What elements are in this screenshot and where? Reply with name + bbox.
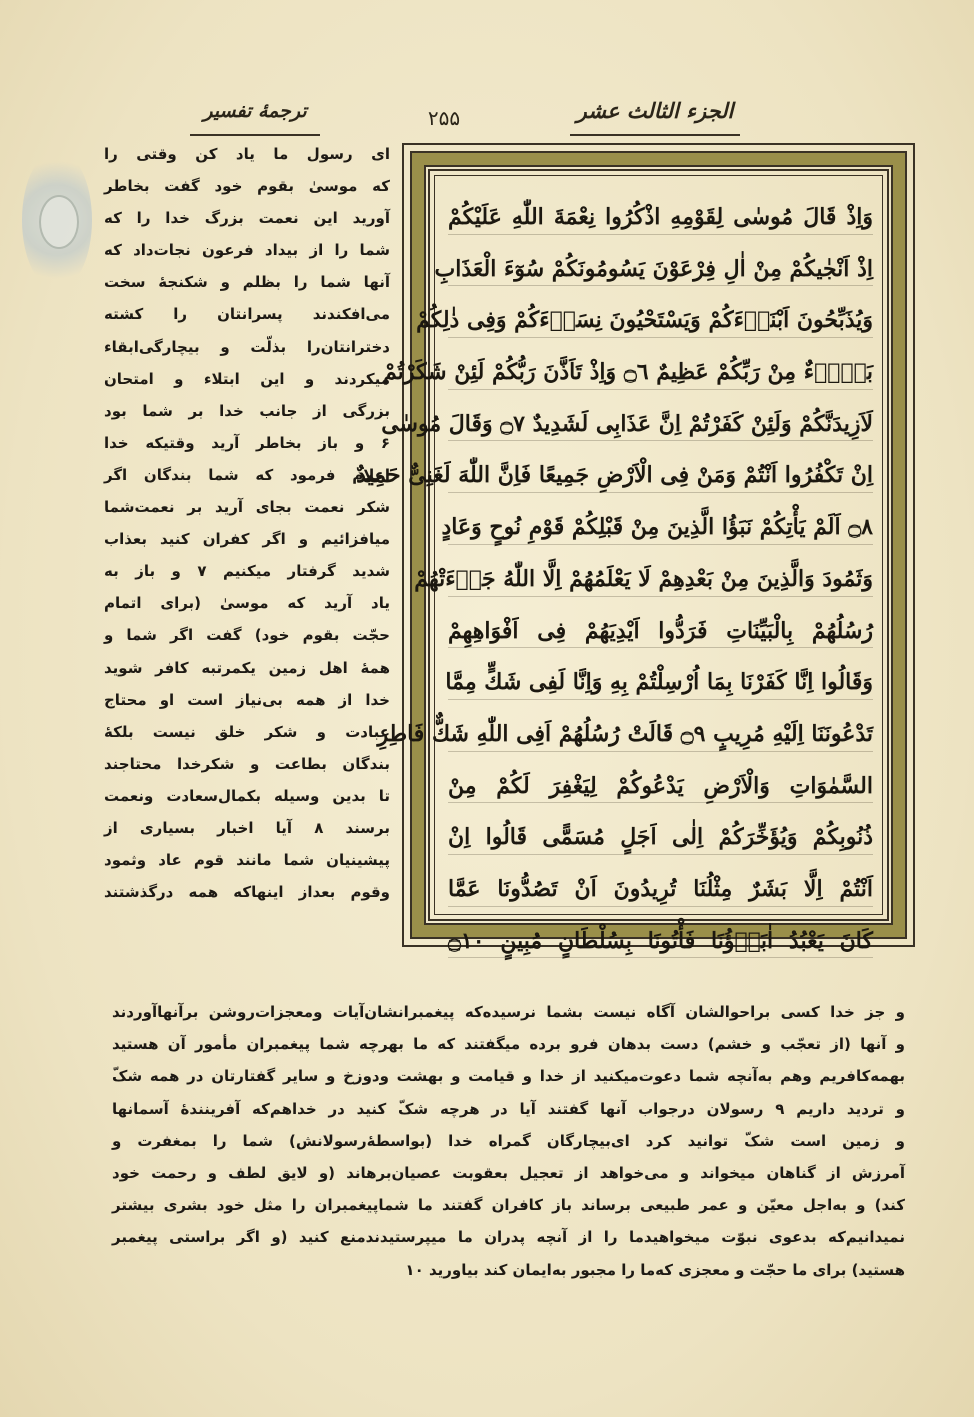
margin-medallion-ornament	[22, 150, 92, 290]
translation-line: بزرگی از جانب خدا بر شما بود	[104, 401, 390, 420]
translation-line: و جز خدا کسی براحوالشان آگاه نیست بشما نرسیده‌که پیغمبرانشان‌آیات ومعجزات‌روشن برآنهاآوردند	[112, 1003, 905, 1021]
translation-line: هستید) برای ما حجّت و معجزی که‌ما را مجبور به‌ایمان کند بیاورید ۱۰	[405, 1260, 905, 1279]
translation-line: شکر نعمت بجای آرید بر نعمت‌شما	[104, 498, 390, 517]
translation-side-column	[104, 138, 390, 908]
translation-line: و آنها (از تعجّب و خشم) دست بدهان فرو برده میگفتند که ما بهرچه شما پیغمبران مأمور آن هستید	[112, 1035, 905, 1054]
quran-line: اِنْ تَكْفُرُوا اَنْتُمْ وَمَنْ فِى الْاَرْضِ جَمِيعًا فَاِنَّ اللّٰهَ لَغَنِىٌّ حَمِيدٌ	[448, 450, 873, 502]
translation-line: کند) و به‌اجل معیّن و عمر طبیعی برساند باز کافران گفتند ما شما‌پیغمبران را مثل خود بشری بیشتر	[112, 1196, 905, 1215]
translation-line: آورید این نعمت بزرگ خدا را که	[104, 209, 390, 228]
quran-text-block	[356, 192, 873, 954]
translation-line: آنها شما را بظلم و شکنجهٔ سخت	[104, 273, 390, 292]
medallion-center	[39, 195, 79, 249]
translation-line: که موسیٰ بقوم خود گفت بخاطر	[104, 177, 390, 196]
quran-line: وَيُذَبِّحُونَ اَبْنَاۤءَكُمْ وَيَسْتَحْيُونَ نِسَاۤءَكُمْ وَفِى ذٰلِكُمْ	[448, 295, 873, 347]
quran-line: وَثَمُودَ وَالَّذِينَ مِنْ بَعْدِهِمْ لَا يَعْلَمُهُمْ اِلَّا اللّٰهُ جَاۤءَتْهُمْ	[448, 554, 873, 606]
translation-line: ۶ و باز بخاطر آرید وقتیکه خدا	[104, 433, 390, 452]
quran-line: ذُنُوبِكُمْ وَيُؤَخِّرَكُمْ اِلٰى اَجَلٍ مُسَمًّى قَالُوا اِنْ	[448, 812, 873, 864]
quran-line: اِذْ اَنْجٰيكُمْ مِنْ اٰلِ فِرْعَوْنَ يَسُومُونَكُمْ سُوٓءَ الْعَذَابِ	[448, 244, 873, 296]
translation-line: بهمه‌کافریم وهم به‌آنچه شما دعوت‌میکنید از خدا و قیامت و بهشت ودوزخ و سایر گفتارتان در همه شکّ	[112, 1067, 905, 1086]
translation-line: می‌افکندند پسرانتان را کشته	[104, 305, 390, 324]
translation-line: همهٔ اهل زمین یکمرتبه کافر شوید	[104, 658, 390, 677]
translation-line: حجّت بقوم خود) گفت اگر شما و	[104, 626, 390, 645]
quran-line: السَّمٰوَاتِ وَالْاَرْضِ يَدْعُوكُمْ لِيَغْفِرَ لَكُمْ مِنْ	[448, 761, 873, 813]
translation-line: عبادت و شکر خلق نیست بلکهٔ	[104, 722, 390, 741]
translation-line: دخترانتان‌را بذلّت و بیچارگی‌ابقاء	[104, 337, 390, 356]
translation-line: اعلام فرمود که شما بندگان اگر	[104, 465, 390, 484]
translation-line: یاد آرید که موسیٰ (برای اتمام	[104, 594, 390, 613]
translation-line: شما را از بیداد فرعون نجات‌داد که	[104, 241, 390, 260]
translation-line: و تردید داریم ۹ رسولان درجواب آنها گفتند آیا در هرچه شکّ کنید در خداهم‌که آفرینندهٔ آسمانها	[112, 1099, 905, 1118]
translation-line: شدید گرفتار میکنیم ۷ و باز به	[104, 562, 390, 581]
quran-line: ۝٨ اَلَمْ يَأْتِكُمْ نَبَؤُا الَّذِينَ مِنْ قَبْلِكُمْ قَوْمِ نُوحٍ وَعَادٍ	[448, 502, 873, 554]
page-number: ۲۵۵	[427, 106, 461, 130]
translation-bottom-block	[112, 996, 905, 1286]
quran-line: تَدْعُونَنَا اِلَيْهِ مُرِيبٍ ۝٩ قَالَتْ رُسُلُهُمْ اَفِى اللّٰهِ شَكٌّ فَاطِرِ	[448, 709, 873, 761]
translation-line: میافزائیم و اگر کفران کنید بعذاب	[104, 530, 390, 549]
quran-line: كَانَ يَعْبُدُ اٰبَاۤؤُنَا فَأْتُونَا بِسُلْطَانٍ مُبِينٍ ۝١٠	[448, 916, 873, 968]
translation-line: برسند ۸ آیا اخبار بسیاری از	[104, 818, 390, 837]
translation-line: نمیدانیم‌که بدعوی نبوّت میخواهیدما را از آنچه پدران ما میپرستیدندمنع کنید (و اگر براستی پیغمبر	[112, 1228, 905, 1247]
header-juz-title: الجزء الثالث عشر	[570, 98, 740, 136]
translation-line: پیشینیان شما مانند قوم عاد وثمود	[104, 851, 390, 870]
header-left-title: ترجمهٔ تفسیر	[190, 100, 320, 136]
translation-line: آمرزش از گناهان میخواند و می‌خواهد از تعجیل بعقوبت عصیان‌برهاند (و لایق لطف و رحمت خود	[112, 1163, 905, 1182]
quran-line: لَاَزِيدَنَّكُمْ وَلَئِنْ كَفَرْتُمْ اِنَّ عَذَابِى لَشَدِيدٌ ۝٧ وَقَالَ مُوسٰى	[448, 399, 873, 451]
translation-line: وقوم بعداز اینهاکه همه درگذشتند	[104, 883, 390, 902]
quran-line: رُسُلُهُمْ بِالْبَيِّنَاتِ فَرَدُّوا اَيْدِيَهُمْ فِى اَفْوَاهِهِمْ	[448, 606, 873, 658]
page-header	[0, 92, 974, 142]
quran-line: وَاِذْ قَالَ مُوسٰى لِقَوْمِهِ اذْكُرُوا نِعْمَةَ اللّٰهِ عَلَيْكُمْ	[448, 192, 873, 244]
quran-line: بَلَاۤءٌ مِنْ رَبِّكُمْ عَظِيمٌ ۝٦ وَاِذْ تَاَذَّنَ رَبُّكُمْ لَئِنْ شَكَرْتُمْ	[448, 347, 873, 399]
quran-line: وَقَالُوا اِنَّا كَفَرْنَا بِمَا اُرْسِلْتُمْ بِهِ وَاِنَّا لَفِى شَكٍّ مِمَّا	[448, 657, 873, 709]
translation-line: بندگان بطاعت و شکرخدا محتاجند	[104, 754, 390, 773]
translation-line: میکردند و این ابتلاء و امتحان	[104, 369, 390, 388]
translation-line: ای رسول ما یاد کن وقتی را	[104, 145, 390, 163]
quran-line: اَنْتُمْ اِلَّا بَشَرٌ مِثْلُنَا تُرِيدُونَ اَنْ تَصُدُّونَا عَمَّا	[448, 864, 873, 916]
translation-line: تا بدین وسیله بکمال‌سعادت ونعمت	[104, 786, 390, 805]
translation-line: خدا از همه بی‌نیاز است او محتاج	[104, 690, 390, 709]
translation-line: و زمین است شکّ توانید کرد ای‌بیچارگان گمراه خدا (بواسطهٔ‌رسولانش) شما را بمغفرت و	[112, 1131, 905, 1150]
